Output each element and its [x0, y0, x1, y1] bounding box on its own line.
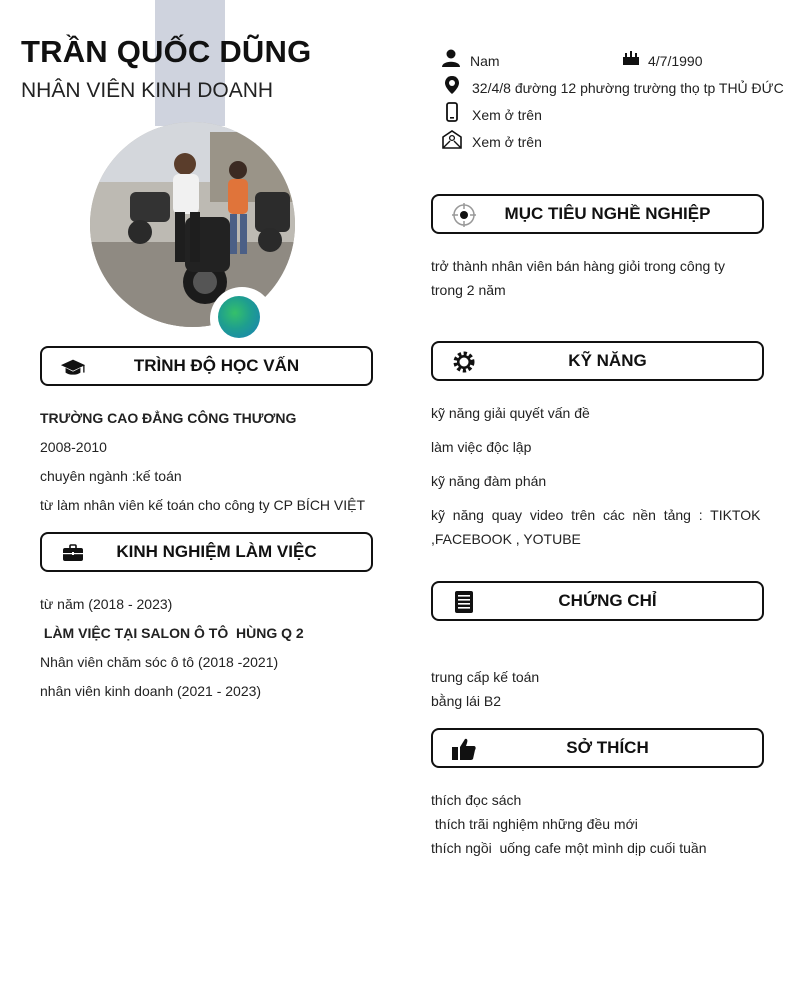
phone-icon [442, 102, 462, 122]
globe-icon [218, 296, 260, 338]
user-icon [441, 48, 461, 68]
address-value: 32/4/8 đường 12 phường trường thọ tp THỦ ĐỨC [472, 80, 784, 96]
hobby-item-1: thích đọc sách [431, 792, 522, 808]
certificate-item-2: bằng lái B2 [431, 693, 502, 709]
skills-title: KỸ NĂNG [568, 351, 647, 370]
education-years: 2008-2010 [40, 439, 107, 455]
envelope-icon [442, 129, 462, 149]
graduation-cap-icon [60, 356, 86, 378]
hobby-item-2: thích trãi nghiệm những đều mới [431, 816, 638, 832]
certificates-title: CHỨNG CHỈ [558, 591, 657, 610]
location-pin-icon [442, 75, 462, 95]
experience-section-header [40, 532, 373, 572]
skill-item-4-line-2: ,FACEBOOK , YOTUBE [431, 531, 581, 547]
objective-line-2: trong 2 năm [431, 282, 506, 298]
education-section-header [40, 346, 373, 386]
education-major: chuyên ngành :kế toán [40, 468, 182, 484]
skill-item-1: kỹ năng giải quyết vấn đề [431, 405, 590, 421]
experience-role-1: Nhân viên chăm sóc ô tô (2018 -2021) [40, 654, 279, 670]
email-value: Xem ở trên [472, 134, 542, 150]
gear-icon [451, 351, 477, 373]
document-icon [451, 591, 477, 613]
skills-section-header [431, 341, 764, 381]
skill-item-2: làm việc độc lập [431, 439, 532, 455]
full-name: TRẦN QUỐC DŨNG [21, 34, 312, 69]
objective-section-header [431, 194, 764, 234]
certificates-section-header [431, 581, 764, 621]
thumbs-up-icon [451, 738, 477, 760]
phone-value: Xem ở trên [472, 107, 542, 123]
job-title: NHÂN VIÊN KINH DOANH [21, 79, 274, 102]
certificate-item-1: trung cấp kế toán [431, 669, 540, 685]
experience-title: KINH NGHIỆM LÀM VIỆC [116, 542, 317, 561]
experience-role-2: nhân viên kinh doanh (2021 - 2023) [40, 683, 262, 699]
hobbies-section-header [431, 728, 764, 768]
education-school: TRƯỜNG CAO ĐẲNG CÔNG THƯƠNG [40, 410, 297, 426]
target-icon [451, 204, 477, 226]
cake-icon [621, 47, 641, 67]
gender-value: Nam [470, 53, 500, 69]
objective-title: MỤC TIÊU NGHỀ NGHIỆP [504, 204, 711, 223]
hobbies-title: SỞ THÍCH [566, 738, 649, 757]
education-note: từ làm nhân viên kế toán cho công ty CP BÍCH VIỆT [40, 497, 366, 513]
experience-company: LÀM VIỆC TẠI SALON Ô TÔ HÙNG Q 2 [40, 625, 304, 641]
skill-item-3: kỹ năng đàm phán [431, 473, 547, 489]
hobby-item-3: thích ngồi uống cafe một mình dịp cuối tuần [431, 840, 707, 856]
birthday-value: 4/7/1990 [648, 53, 703, 69]
briefcase-icon [60, 542, 86, 564]
skill-item-4-line-1: kỹ năng quay video trên các nền tảng : TIKTOK [431, 507, 761, 523]
education-title: TRÌNH ĐỘ HỌC VẤN [133, 356, 300, 375]
experience-period: từ năm (2018 - 2023) [40, 596, 173, 612]
objective-line-1: trở thành nhân viên bán hàng giỏi trong công ty [431, 258, 726, 274]
